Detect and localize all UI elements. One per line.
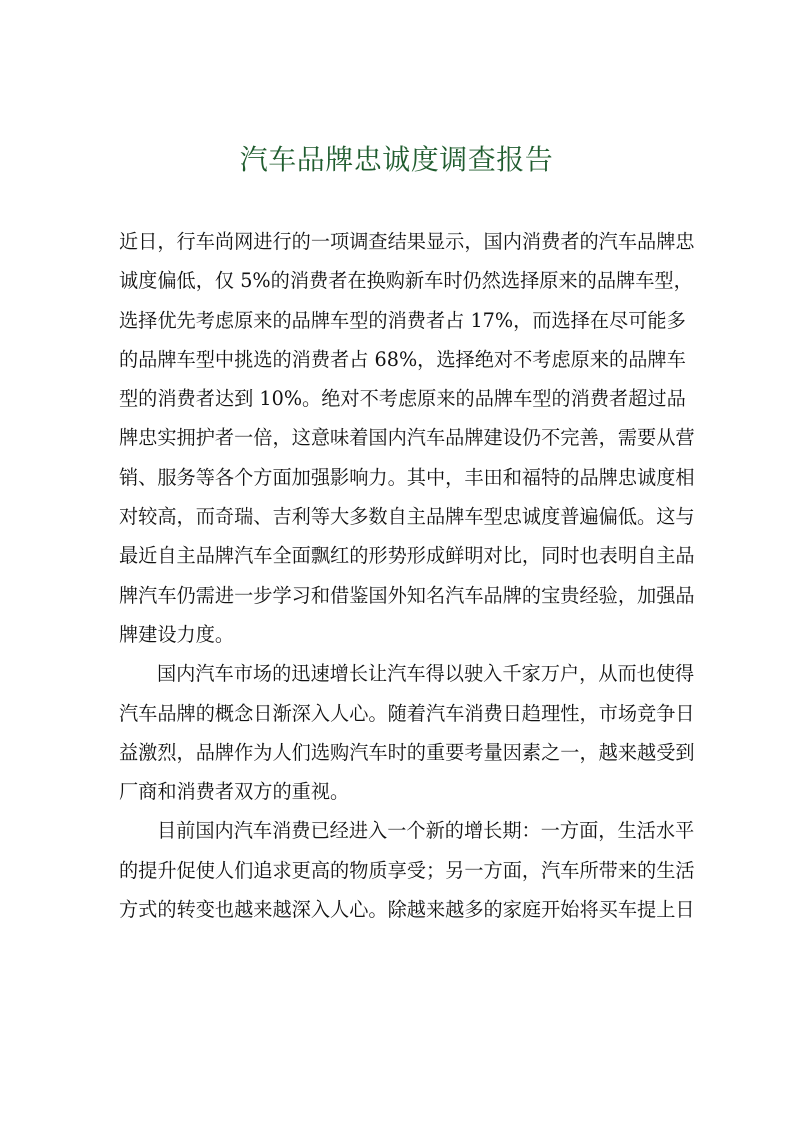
text-line: 销、服务等各个方面加强影响力。其中，丰田和福特的品牌忠诚度相: [119, 465, 695, 489]
text-line: 选择优先考虑原来的品牌车型的消费者占 17%，而选择在尽可能多: [119, 308, 686, 332]
text-line: 最近自主品牌汽车全面飘红的形势形成鲜明对比，同时也表明自主品: [119, 544, 695, 568]
text-line: 近日，行车尚网进行的一项调查结果显示，国内消费者的汽车品牌忠: [119, 230, 695, 253]
text-line: 国内汽车市场的迅速增长让汽车得以驶入千家万户，从而也使得: [157, 662, 695, 686]
text-line: 牌忠实拥护者一倍，这意味着国内汽车品牌建设仍不完善，需要从营: [119, 426, 695, 450]
paragraph-1: [119, 222, 695, 654]
paragraph-2: [119, 654, 695, 811]
text-line: 汽车品牌的概念日渐深入人心。随着汽车消费日趋理性，市场竞争日: [119, 701, 695, 725]
paragraph-3: [119, 811, 695, 929]
document-body: [119, 222, 695, 929]
document-title: 汽车品牌忠诚度调查报告: [239, 143, 554, 176]
text-line: 厂商和消费者双方的重视。: [119, 780, 350, 804]
text-line: 对较高，而奇瑞、吉利等大多数自主品牌车型忠诚度普遍偏低。这与: [119, 505, 695, 529]
text-line: 的提升促使人们追求更高的物质享受；另一方面，汽车所带来的生活: [119, 858, 695, 882]
text-line: 目前国内汽车消费已经进入一个新的增长期：一方面，生活水平: [157, 819, 695, 843]
text-line: 牌汽车仍需进一步学习和借鉴国外知名汽车品牌的宝贵经验，加强品: [119, 583, 695, 607]
text-line: 牌建设力度。: [119, 622, 235, 646]
text-line: 型的消费者达到 10%。绝对不考虑原来的品牌车型的消费者超过品: [119, 387, 686, 411]
text-line: 诚度偏低，仅 5%的消费者在换购新车时仍然选择原来的品牌车型，: [119, 269, 693, 293]
text-line: 的品牌车型中挑选的消费者占 68%，选择绝对不考虑原来的品牌车: [119, 347, 686, 371]
text-line: 益激烈，品牌作为人们选购汽车时的重要考量因素之一，越来越受到: [119, 740, 695, 764]
text-line: 方式的转变也越来越深入人心。除越来越多的家庭开始将买车提上日: [119, 898, 695, 922]
